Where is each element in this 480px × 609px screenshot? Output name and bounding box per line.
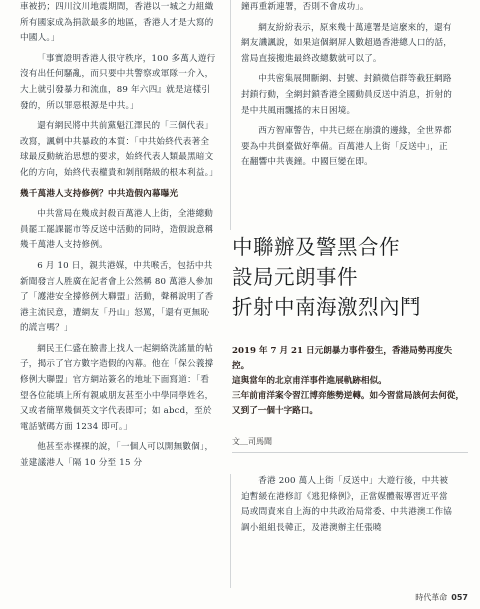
paragraph: 中共當局在幾成封殺百萬港人上街，全港總動員罷工罷課罷市等反送中活動的同時，造假說意稱幾千萬港人支持修例。	[20, 209, 214, 251]
paragraph: 香港 200 萬人上街「反送中」大遊行後，中共被迫暫緩在港修訂《逃犯條例》，正當媒體報導習近平當局或問責來自上海的中共政治局常委、中共港澳工作協調小組組長韓正，及港澳辦主任張曉	[241, 476, 453, 533]
byline-rule	[232, 452, 468, 453]
column-divider	[230, 0, 231, 230]
page-number: 057	[451, 593, 468, 602]
paragraph: 他甚至赤裸裸的說，「一個人可以開無數個」，並建議港人「隔 10 分至 15 分	[20, 442, 214, 469]
right-column-bottom	[241, 474, 455, 541]
paragraph: 「事實證明香港人很守秩序，100 多萬人遊行沒有出任何騷亂，而只要中共警察或軍隊一介入，大上就引發暴力和流血，89 年六四』就是這樣引發的，所以罪惡根源是中共。」	[20, 53, 216, 111]
paragraph: 鐘再重新連署，否則不會成功」。	[241, 2, 369, 12]
paragraph: 中共密集展開斷網、封號、封鎖微信群等截狂網路封鎖行動，全網封鎖香港全國動員反送中消息，折射的是中共風雨飄搖的末日困境。	[241, 74, 453, 116]
column-divider	[230, 474, 231, 588]
paragraph: 還有網民將中共前黨魁江澤民的「三個代表」改寫，諷刺中共暴政的本質：「中共始終代表著全球最反動統治思想的要求，始終代表人類最黑暗文化的方向，始終代表權貴和剝削階級的根本利益。」	[20, 121, 218, 178]
right-column-top	[241, 0, 455, 176]
lead-line: 2019 年 7 月 21 日元朗暴力事件發生，香港局勢再度失控。	[232, 346, 453, 371]
lead-line: 這與當年的北京甫洋事件進展軌跡相似。	[232, 376, 387, 386]
author-byline: 文＿司馬聞	[232, 437, 272, 446]
left-column	[20, 0, 216, 477]
paragraph: 6 月 10 日，親共港媒，中共喉舌，包括中共新聞發言人胜廣在記者會上公然稱 80 萬港人參加了「護港安全撐修例大聯盟」活動，聲稱說明了香港主流民意，遭網友「丹山」怒罵，「還有更無恥的謊言嗎？」	[20, 260, 214, 334]
article-headline	[232, 232, 472, 322]
article-lead	[232, 344, 468, 419]
page-footer	[415, 592, 468, 603]
headline-line: 中聯辦及警黑合作	[232, 235, 400, 259]
paragraph: 網民王仁盛在臉書上找人一起網絡洗謠量的帖子，揭示了官方數字造假的內幕。他在「保公義撐修例大聯盟」官方網站簽名的地址下面寫道：「看望各位能填上所有親戚朋友甚至小中學同學姓名，又或者簡單幾個英文字代表即可；如 abcd，至於電話號碼方面 1234 即可。」	[20, 343, 214, 432]
lead-line: 三年前甫洋案令習江博弈態勢逆轉。如今習當局該何去何從，又到了一個十字路口。	[232, 391, 465, 416]
paragraph: 車被扔；四川汶川地震期間，香港以一城之力組織所有國家成為捐款最多的地區，香港人才是大寫的中國人。」	[20, 2, 214, 44]
section-subheading: 幾千萬港人支持修例？中共造假內幕曝光	[20, 188, 179, 199]
paragraph: 網友紛紛表示，原來幾十萬連署是這麼來的，還有網友譏諷說，如果這個網屏人數超過香港總人口的話，當局直接搬進最終改總數就可以了。	[241, 22, 453, 64]
headline-line: 設局元朗事件	[232, 265, 358, 289]
headline-line: 折射中南海激烈內鬥	[232, 295, 421, 319]
paragraph: 西方智庫警告，中共已經在崩潰的邊緣，全世界都要為中共倒臺做好準備。百萬港人上街「反送中」，正在翻響中共喪鐘。中國巨變在即。	[241, 126, 452, 168]
section-name: 時代革命	[415, 593, 448, 602]
